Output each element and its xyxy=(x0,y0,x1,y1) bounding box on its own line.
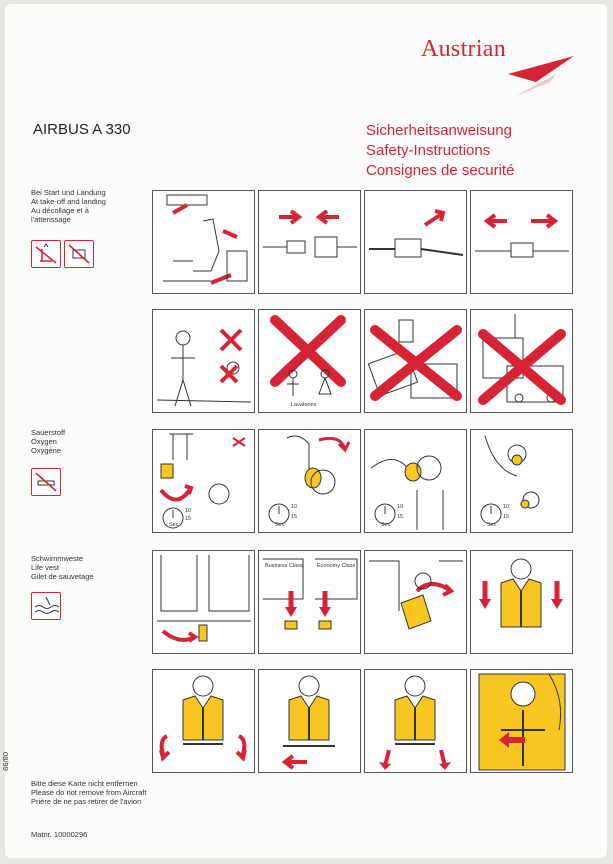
title-fr: Consignes de securité xyxy=(366,162,515,179)
no-smoking-icon xyxy=(31,468,61,496)
panel-oxygen-mask-on xyxy=(364,429,467,533)
timer-10-label: 10 xyxy=(503,504,510,510)
brand-swoosh-icon xyxy=(506,52,576,98)
timer-10-label: 10 xyxy=(185,508,192,514)
footer-notice: Bitte diese Karte nicht entfernen Please do not remove from Aircraft Prière de ne pas retirer de l'avion xyxy=(31,779,147,806)
material-number: Matnr. 10000296 xyxy=(31,830,88,839)
seat-upright-icon xyxy=(31,240,61,268)
title-en: Safety-Instructions xyxy=(366,142,491,159)
panel-oxygen-mask-drop xyxy=(152,429,255,533)
timer-sec-label: Sec xyxy=(169,522,179,528)
panel-seatbelt-fasten xyxy=(258,190,361,294)
panel-oxygen-help-child xyxy=(470,429,573,533)
section-lifevest-text: Schwimmweste Life vest Gilet de sauvetage xyxy=(31,554,94,581)
title-de: Sicherheitsanweisung xyxy=(366,122,512,139)
panel-no-mobile-phone xyxy=(364,309,467,413)
panel-vest-strap-around xyxy=(152,669,255,773)
panel-vest-under-seat xyxy=(152,550,255,654)
card-titles xyxy=(366,121,514,181)
panel-vest-location-classes xyxy=(258,550,361,654)
panel-seatback-upright xyxy=(152,190,255,294)
timer-15-label: 15 xyxy=(291,514,298,520)
panel-no-smoking-lavatories xyxy=(258,309,361,413)
section-takeoff-text: Bei Start und Landung At take-off and landing Au décollage et à l'atterissage xyxy=(31,188,106,224)
panel-no-radio-devices xyxy=(470,309,573,413)
panel-vest-fasten-strap xyxy=(258,669,361,773)
no-electronics-icon xyxy=(64,240,94,268)
timer-sec-label: Sec xyxy=(381,522,391,528)
economy-class-label: Economy Class xyxy=(317,563,356,569)
timer-15-label: 15 xyxy=(185,516,192,522)
panel-no-standing xyxy=(152,309,255,413)
panel-seatbelt-tighten xyxy=(364,190,467,294)
timer-sec-label: Sec xyxy=(487,522,497,528)
timer-15-label: 15 xyxy=(397,514,404,520)
panel-vest-child xyxy=(470,669,573,773)
timer-15-label: 15 xyxy=(503,514,510,520)
section-oxygen-text: Sauerstoff Oxygen Oxygène xyxy=(31,428,66,455)
panel-vest-over-head xyxy=(470,550,573,654)
print-code: 08/99 xyxy=(1,752,10,771)
panel-vest-inflate xyxy=(364,669,467,773)
life-vest-water-icon xyxy=(31,592,61,620)
lavatories-label: Lavatories xyxy=(291,402,317,408)
panel-oxygen-pull-mask xyxy=(258,429,361,533)
timer-10-label: 10 xyxy=(397,504,404,510)
panel-vest-open-pouch xyxy=(364,550,467,654)
brand-logo: Austrian xyxy=(421,36,507,62)
timer-10-label: 10 xyxy=(291,504,298,510)
aircraft-model: AIRBUS A 330 xyxy=(33,121,131,138)
panel-seatbelt-open xyxy=(470,190,573,294)
business-class-label: Business Class xyxy=(265,563,303,569)
timer-sec-label: Sec xyxy=(275,522,285,528)
